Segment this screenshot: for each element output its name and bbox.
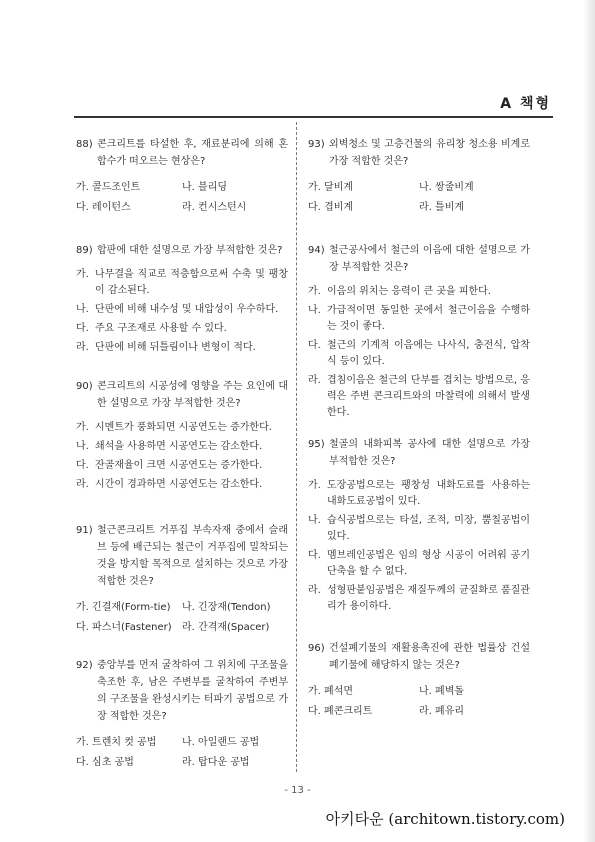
- question-90: [76, 378, 288, 496]
- question-text: 외벽청소 및 고층건물의 유리창 청소용 비계로 가장 적합한 것은?: [329, 139, 530, 167]
- question-text: 철근콘크리트 거푸집 부속자재 중에서 슬래브 등에 배근되는 철근이 거푸집에 밀착되는 것을 방지할 목적으로 설치하는 것으로 가장 적합한 것은?: [97, 525, 288, 587]
- option-ra[interactable]: 라. 폐유리: [419, 706, 465, 717]
- option-ra[interactable]: 라. 겹침이음은 철근의 단부를 겹치는 방법으로, 응력은 주변 콘크리트와의 마찰력에 의해서 발생한다.: [308, 375, 530, 418]
- scan-edge-shadow: [583, 0, 595, 842]
- question-number: 93): [308, 139, 325, 150]
- question-text: 콘크리트를 타설한 후, 재료분리에 의해 혼합수가 떠오르는 현상은?: [97, 139, 288, 167]
- option-na[interactable]: 나. 긴장재(Tendon): [182, 602, 271, 613]
- option-na[interactable]: 나. 블리딩: [182, 182, 228, 193]
- option-na[interactable]: 나. 쌍줄비계: [419, 182, 474, 193]
- option-na[interactable]: 나. 가급적이면 동일한 곳에서 철근이음을 수행하는 것이 좋다.: [308, 305, 530, 332]
- option-ra[interactable]: 라. 성형판붙임공법은 재질두께의 균질화로 품질관리가 용이하다.: [308, 585, 530, 612]
- question-text: 중앙부를 먼저 굴착하여 그 위치에 구조물을 축조한 후, 남은 주변부를 굴착하여 주변부의 구조물을 완성시키는 터파기 공법으로 가장 적합한 것은?: [97, 660, 288, 722]
- answer-options: [76, 267, 288, 356]
- question-text: 콘크리트의 시공성에 영향을 주는 요인에 대한 설명으로 가장 부적합한 것은?: [97, 381, 288, 409]
- option-ra[interactable]: 라. 탑다운 공법: [182, 757, 250, 768]
- question-number: 92): [76, 660, 93, 671]
- option-na[interactable]: 나. 폐벽돌: [419, 686, 465, 697]
- option-ga[interactable]: 가. 나무결을 직교로 적층함으로써 수축 및 팽창이 감소된다.: [76, 269, 288, 296]
- option-ra[interactable]: 라. 단판에 비해 뒤틀림이나 변형이 적다.: [76, 342, 256, 353]
- question-96: [308, 640, 530, 722]
- question-text: 철근공사에서 철근의 이음에 대한 설명으로 가장 부적합한 것은?: [329, 245, 530, 273]
- option-ga[interactable]: 가. 긴결재(Form-tie): [76, 602, 171, 613]
- option-ga[interactable]: 가. 시멘트가 풍화되면 시공연도는 증가한다.: [76, 422, 272, 433]
- answer-options: [308, 178, 530, 218]
- option-ga[interactable]: 가. 트렌치 컷 공법: [76, 737, 157, 748]
- question-number: 91): [76, 525, 93, 536]
- answer-options: [308, 478, 530, 615]
- option-ra[interactable]: 라. 간격재(Spacer): [182, 622, 270, 633]
- question-91: [76, 522, 288, 638]
- option-da[interactable]: 다. 철근의 기계적 이음에는 나사식, 충전식, 압착식 등이 있다.: [308, 340, 530, 367]
- answer-options: [308, 682, 530, 722]
- question-94: [308, 242, 530, 424]
- question-number: 89): [76, 245, 93, 256]
- question-text: 건설폐기물의 재활용촉진에 관한 법률상 건설폐기물에 해당하지 않는 것은?: [329, 643, 530, 671]
- header-rule: [74, 116, 553, 118]
- question-92: [76, 657, 288, 773]
- answer-options: [308, 284, 530, 421]
- option-da[interactable]: 다. 잔골재율이 크면 시공연도는 증가한다.: [76, 460, 263, 471]
- option-ga[interactable]: 가. 콜드조인트: [76, 182, 141, 193]
- option-ra[interactable]: 라. 틀비계: [419, 202, 465, 213]
- column-divider: [296, 122, 297, 772]
- question-88: [76, 136, 288, 218]
- option-da[interactable]: 다. 겹비계: [308, 202, 354, 213]
- option-da[interactable]: 다. 심초 공법: [76, 757, 134, 768]
- option-da[interactable]: 다. 레이턴스: [76, 202, 131, 213]
- footer-watermark: 아키타운 (architown.tistory.com): [325, 810, 565, 828]
- question-number: 94): [308, 245, 325, 256]
- question-number: 90): [76, 381, 93, 392]
- question-text: 철골의 내화피복 공사에 대한 설명으로 가장 부적합한 것은?: [329, 439, 530, 467]
- answer-options: [76, 733, 288, 773]
- question-number: 88): [76, 139, 93, 150]
- option-da[interactable]: 다. 주요 구조재로 사용할 수 있다.: [76, 323, 227, 334]
- option-na[interactable]: 나. 아일랜드 공법: [182, 737, 260, 748]
- option-na[interactable]: 나. 습식공법으로는 타설, 조적, 미장, 뿜칠공법이 있다.: [308, 515, 530, 542]
- option-ga[interactable]: 가. 폐석면: [308, 686, 354, 697]
- question-95: [308, 436, 530, 618]
- option-na[interactable]: 나. 단판에 비해 내수성 및 내압성이 우수하다.: [76, 304, 279, 315]
- option-ra[interactable]: 라. 시간이 경과하면 시공연도는 감소한다.: [76, 479, 263, 490]
- page-number: - 13 -: [284, 785, 311, 796]
- option-ga[interactable]: 가. 달비계: [308, 182, 354, 193]
- option-ra[interactable]: 라. 컨시스턴시: [182, 202, 247, 213]
- answer-options: [76, 178, 288, 218]
- option-da[interactable]: 다. 폐콘크리트: [308, 706, 373, 717]
- option-da[interactable]: 다. 멤브레인공법은 임의 형상 시공이 어려워 공기단축을 할 수 없다.: [308, 550, 530, 577]
- option-na[interactable]: 나. 쇄석을 사용하면 시공연도는 감소한다.: [76, 441, 263, 452]
- booklet-type-label: A 책형: [500, 96, 551, 112]
- question-93: [308, 136, 530, 218]
- question-number: 95): [308, 439, 325, 450]
- answer-options: [76, 420, 288, 493]
- option-ga[interactable]: 가. 도장공법으로는 팽창성 내화도료를 사용하는 내화도료공법이 있다.: [308, 480, 530, 507]
- question-text: 합판에 대한 설명으로 가장 부적합한 것은?: [97, 245, 283, 256]
- question-89: [76, 242, 288, 359]
- option-da[interactable]: 다. 파스너(Fastener): [76, 622, 172, 633]
- option-ga[interactable]: 가. 이음의 위치는 응력이 큰 곳을 피한다.: [308, 286, 491, 297]
- question-number: 96): [308, 643, 325, 654]
- answer-options: [76, 598, 288, 638]
